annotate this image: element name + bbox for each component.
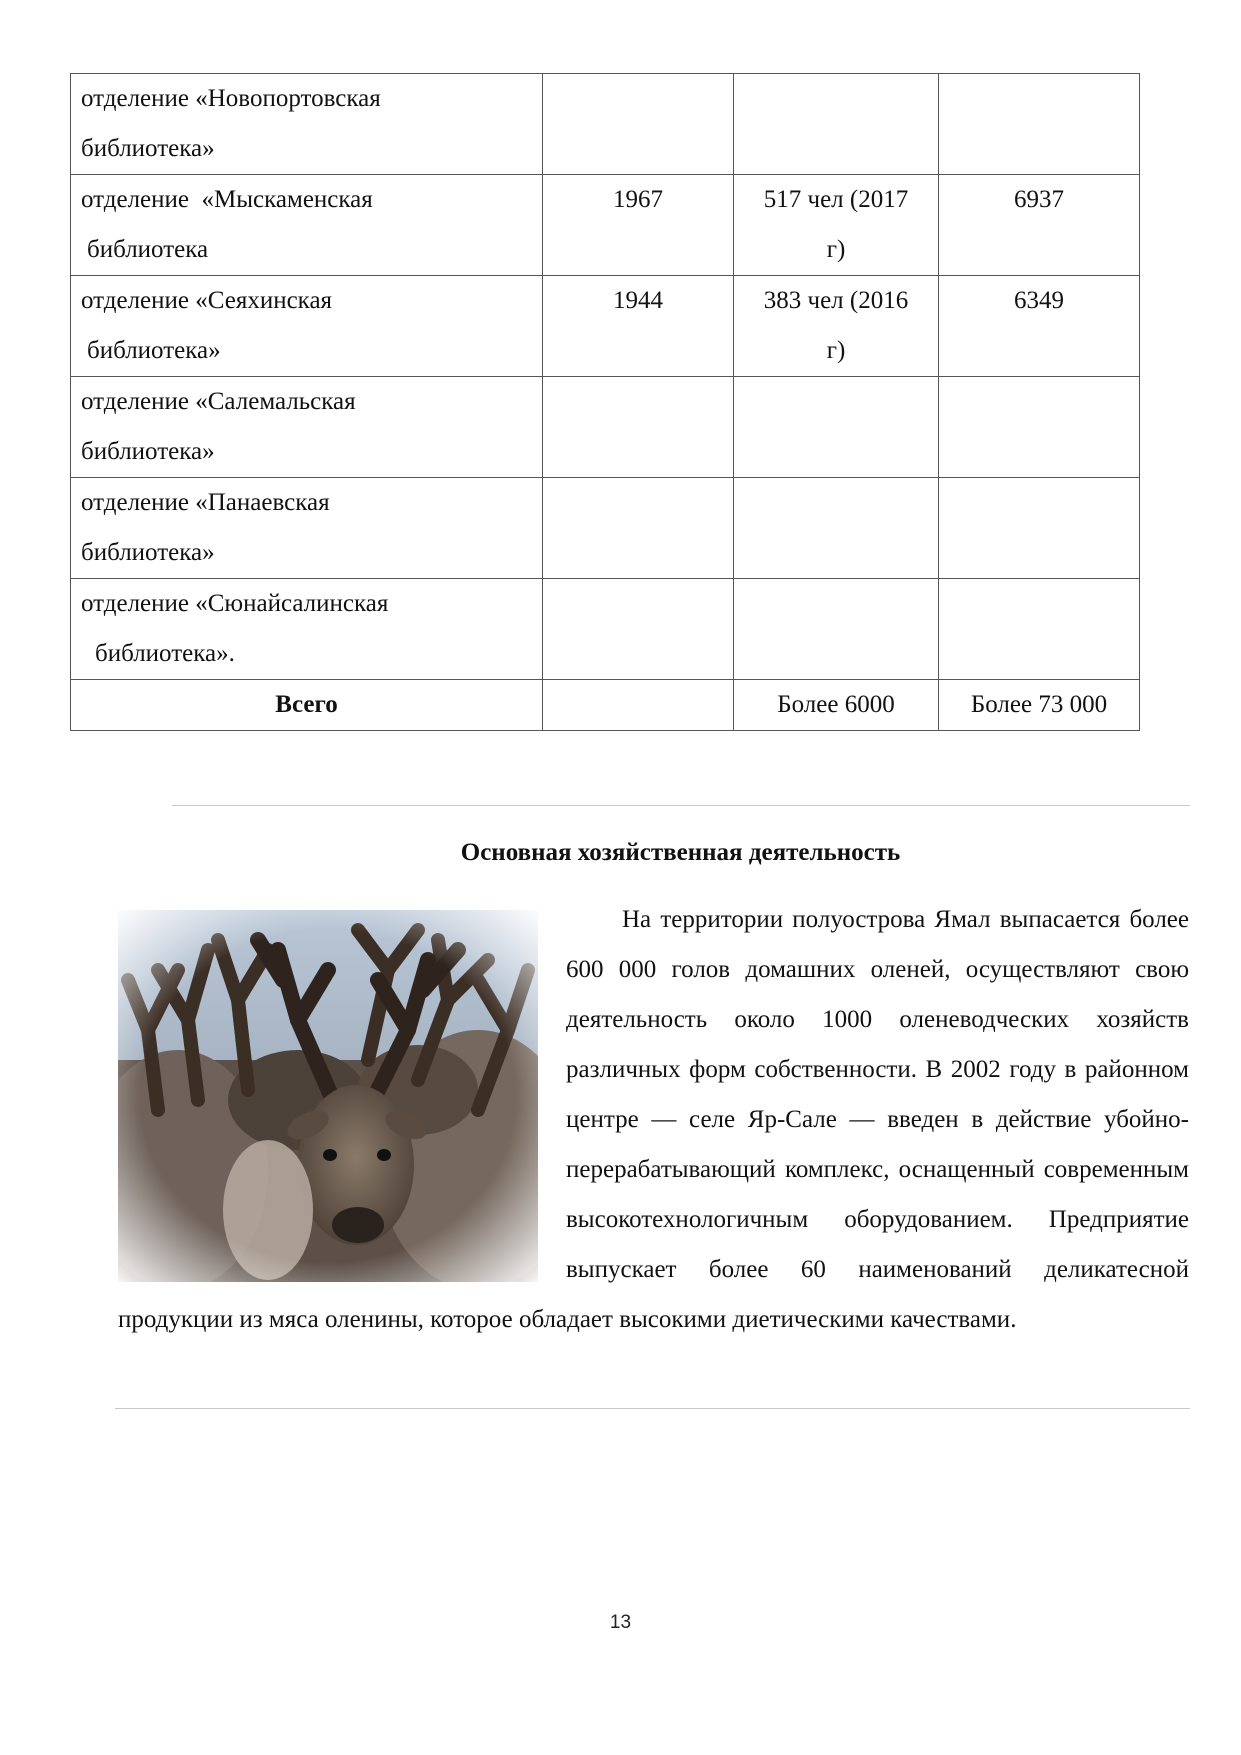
library-name-line: библиотека» (87, 337, 221, 364)
library-name-cell (71, 579, 543, 680)
founded-year-cell: 1967 (543, 175, 734, 276)
table-row (71, 74, 1140, 175)
library-name-line: библиотека (87, 236, 209, 263)
total-label: Всего (71, 680, 543, 731)
readers-line: г) (826, 236, 846, 263)
total-readers: Более 6000 (734, 680, 939, 731)
table-row (71, 276, 1140, 377)
library-name-cell (71, 74, 543, 175)
libraries-table (70, 73, 1140, 731)
readers-cell (734, 276, 939, 377)
table-row (71, 478, 1140, 579)
table-row (71, 175, 1140, 276)
book-fund-cell (939, 579, 1140, 680)
readers-line: 383 чел (2016 (763, 287, 909, 314)
table-row (71, 579, 1140, 680)
library-name-cell (71, 276, 543, 377)
section-title: Основная хозяйственная деятельность (460, 839, 901, 866)
book-fund-cell (939, 478, 1140, 579)
library-name-line: отделение «Новопортовская (81, 85, 381, 112)
library-name-cell (71, 478, 543, 579)
total-year-cell (543, 680, 734, 731)
readers-line: г) (826, 337, 846, 364)
book-fund-cell (939, 74, 1140, 175)
total-row (71, 680, 1140, 731)
paragraph-last-line: продукции из мяса оленины, которое обладает высокими диетическими качествами. (118, 1306, 1017, 1333)
library-name-cell (71, 175, 543, 276)
readers-cell (734, 377, 939, 478)
top-divider (172, 805, 1190, 806)
library-name-line: отделение «Сеяхинская (81, 287, 333, 314)
book-fund-cell: 6937 (939, 175, 1140, 276)
total-book-fund: Более 73 000 (939, 680, 1140, 731)
bottom-divider (115, 1408, 1190, 1409)
founded-year-cell (543, 579, 734, 680)
library-name-cell (71, 377, 543, 478)
library-name-line: библиотека» (81, 135, 215, 162)
book-fund-cell: 6349 (939, 276, 1140, 377)
book-fund-cell (939, 377, 1140, 478)
photo-float-space (118, 895, 566, 1275)
founded-year-cell: 1944 (543, 276, 734, 377)
section-paragraph (118, 895, 1189, 1345)
founded-year-cell (543, 478, 734, 579)
readers-cell (734, 74, 939, 175)
library-name-line: библиотека» (81, 438, 215, 465)
readers-line: 517 чел (2017 (763, 186, 909, 213)
page-number: 13 (609, 1612, 632, 1633)
table-row (71, 377, 1140, 478)
library-name-line: отделение «Сюнайсалинская (81, 590, 389, 617)
library-name-line: библиотека». (95, 640, 235, 667)
library-name-line: библиотека» (81, 539, 215, 566)
library-name-line: отделение «Мыскаменская (81, 186, 373, 213)
readers-cell (734, 175, 939, 276)
paragraph-text: На территории полуострова Ямал выпасается более 600 000 голов домашних оленей, осуществляют свою деятельность около 1000 оленеводческих хозяйств различных форм собственности. В 2002 году в районном центре — селе Яр-Сале — введен в действие убойно-перерабатывающий комплекс, оснащенный современным высокотехнологичным оборудованием. Предприятие выпускает более 60 наименований деликатесной (566, 906, 1189, 1283)
founded-year-cell (543, 74, 734, 175)
founded-year-cell (543, 377, 734, 478)
readers-cell (734, 478, 939, 579)
library-name-line: отделение «Панаевская (81, 489, 330, 516)
library-name-line: отделение «Салемальская (81, 388, 356, 415)
readers-cell (734, 579, 939, 680)
